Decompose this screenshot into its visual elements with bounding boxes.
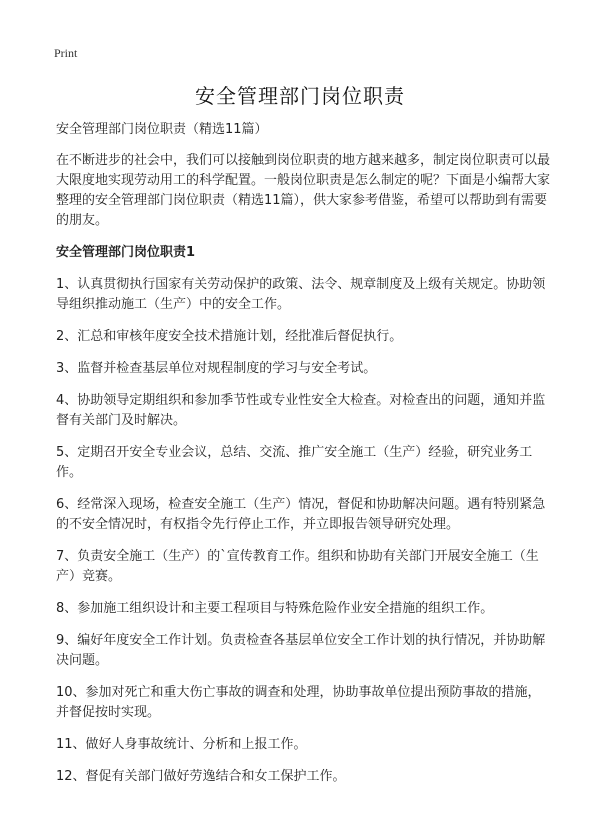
duty-item: 7、负责安全施工（生产）的`宣传教育工作。组织和协助有关部门开展安全施工（生产）竞赛。 — [56, 549, 539, 584]
document-body — [56, 120, 552, 799]
document-subtitle: 安全管理部门岗位职责（精选11篇） — [56, 122, 268, 137]
duty-item: 6、经常深入现场，检查安全施工（生产）情况，督促和协助解决问题。遇有特别紧急的不安全情况时，有权指令先行停止工作，并立即报告领导研究处理。 — [56, 497, 546, 532]
duty-item: 4、协助领导定期组织和参加季节性或专业性安全大检查。对检查出的问题，通知并监督有关部门及时解决。 — [56, 393, 546, 428]
duty-item: 10、参加对死亡和重大伤亡事故的调查和处理，协助事故单位提出预防事故的措施，并督促按时实现。 — [56, 685, 541, 720]
duty-item: 9、编好年度安全工作计划。负责检查各基层单位安全工作计划的执行情况，并协助解决问题。 — [56, 633, 546, 668]
intro-paragraph: 在不断进步的社会中，我们可以接触到岗位职责的地方越来越多，制定岗位职责可以最大限度地实现劳动用工的科学配置。一般岗位职责是怎么制定的呢？下面是小编帮大家整理的安全管理部门岗位职责（精选11篇），供大家参考借鉴，希望可以帮助到有需要的朋友。 — [56, 153, 551, 228]
document-title: 安全管理部门岗位职责 — [195, 84, 405, 108]
duty-item: 3、监督并检查基层单位对规程制度的学习与安全考试。 — [56, 361, 377, 376]
duty-item: 2、汇总和审核年度安全技术措施计划，经批准后督促执行。 — [56, 329, 403, 344]
duty-item: 5、定期召开安全专业会议，总结、交流、推广安全施工（生产）经验，研究业务工作。 — [56, 445, 533, 480]
duty-list — [56, 275, 552, 787]
duty-item: 11、做好人身事故统计、分析和上报工作。 — [56, 737, 307, 752]
duty-item: 1、认真贯彻执行国家有关劳动保护的政策、法令、规章制度及上级有关规定。协助领导组织推动施工（生产）中的安全工作。 — [56, 277, 546, 312]
section-heading: 安全管理部门岗位职责1 — [56, 245, 196, 260]
duty-item: 8、参加施工组织设计和主要工程项目与特殊危险作业安全措施的组织工作。 — [56, 601, 494, 616]
duty-item: 12、督促有关部门做好劳逸结合和女工保护工作。 — [56, 769, 346, 784]
print-label: Print — [54, 46, 78, 60]
